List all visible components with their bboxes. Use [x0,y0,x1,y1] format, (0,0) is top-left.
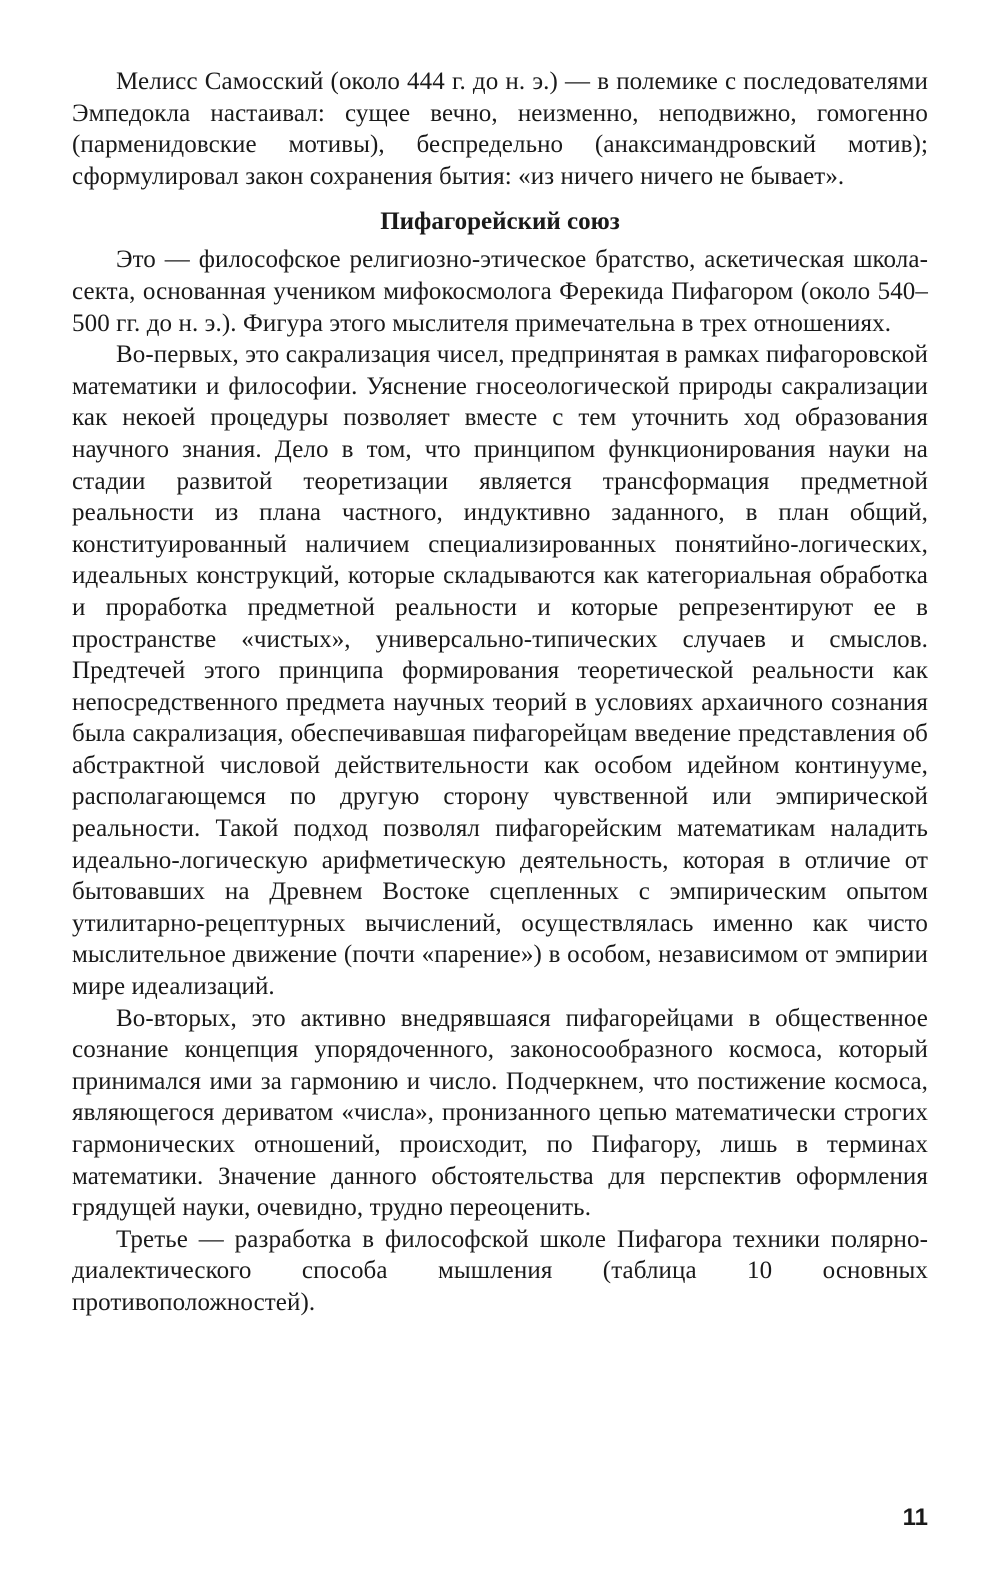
page-body [72,66,928,1319]
paragraph-first-point: Во-первых, это сакрализация чисел, предпринятая в рамках пифагоровской математики и философии. Уяснение гносеологической природы сакрализации как некоей процедуры позволяет вместе с тем уточнить ход образования научного знания. Дело в том, что принципом функционирования науки на стадии развитой теоретизации является трансформация предметной реальности из плана частного, индуктивно заданного, в план общий, конституированный наличием специализированных понятийно-логических, идеальных конструкций, которые складываются как категориальная обработка и проработка предметной реальности и которые репрезентируют ее в пространстве «чистых», универсально-типических случаев и смыслов. Предтечей этого принципа формирования теоретической реальности как непосредственного предмета научных теорий в условиях архаичного сознания была сакрализация, обеспечивавшая пифагорейцам введение представления об абстрактной числовой действительности как особом идейном континууме, располагающемся по другую сторону чувственной или эмпирической реальности. Такой подход позволял пифагорейским математикам наладить идеально-логическую арифметическую деятельность, которая в отличие от бытовавших на Древнем Востоке сцепленных с эмпирическим опытом утилитарно-рецептурных вычислений, осуществлялась именно как чисто мыслительное движение (почти «парение») в особом, независимом от эмпирии мире идеализаций. [72,341,928,1001]
paragraph-melissus: Мелисс Самосский (около 444 г. до н. э.) — в полемике с последователями Эмпедокла настаивал: сущее вечно, неизменно, неподвижно, гомогенно (парменидовские мотивы), беспредельно (анаксимандровский мотив); сформулировал закон сохранения бытия: «из ничего ничего не бывает». [72,68,928,190]
paragraph-intro: Это — философское религиозно-этическое братство, аскетическая школа-секта, основанная учеником мифокосмолога Ферекида Пифагором (около 540–500 гг. до н. э.). Фигура этого мыслителя примечательна в трех отношениях. [72,246,928,337]
section-heading: Пифагорейский союз [380,208,620,236]
paragraph-third-point: Третье — разработка в философской школе Пифагора техники полярно-диалектического способа мышления (таблица 10 основных противоположностей). [72,1225,928,1316]
paragraph-second-point: Во-вторых, это активно внедрявшаяся пифагорейцами в общественное сознание концепция упорядоченного, законосообразного космоса, который принимался ими за гармонию и число. Подчеркнем, что постижение космоса, являющегося дериватом «числа», пронизанного цепью математически строгих гармонических отношений, происходит, по Пифагору, лишь в терминах математики. Значение данного обстоятельства для перспектив оформления грядущей науки, очевидно, трудно переоценить. [72,1004,928,1222]
page-number: 11 [902,1504,928,1531]
